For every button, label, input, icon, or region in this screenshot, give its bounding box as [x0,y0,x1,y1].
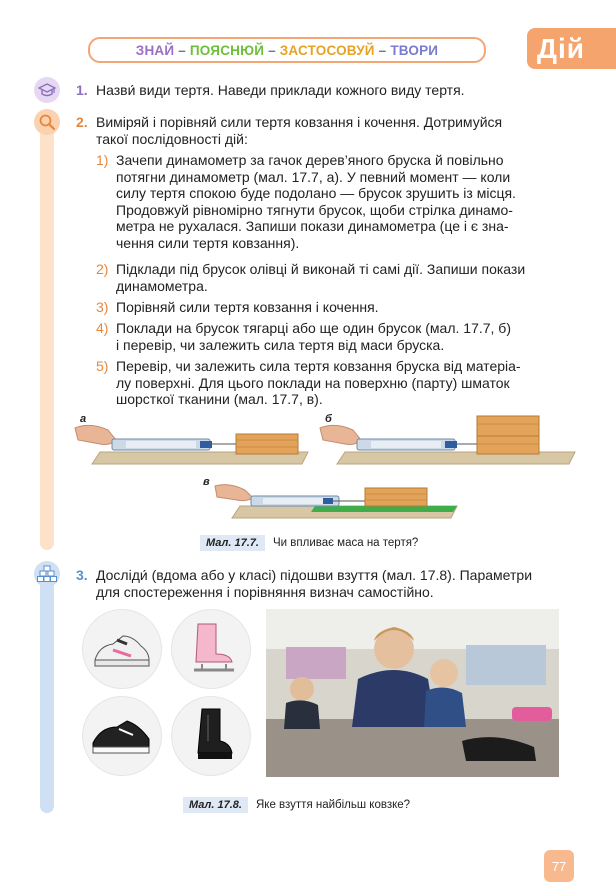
task3-number: 3. [76,567,88,583]
panel-label-a: а [80,413,87,425]
step2-text: Підклади під брусок олівці й виконай ті самі дії. Запиши покази динамометра. [116,261,526,294]
shoe-photo-boot [172,697,250,775]
shoe-photo-canvas [83,697,161,775]
task1-number: 1. [76,82,88,98]
magnifier-icon [34,109,60,135]
shoe-photo-skate [172,610,250,688]
header-know: ЗНАЙ [135,42,175,58]
step2-number: 2) [96,261,109,277]
header-explain: ПОЯСНЮЙ [189,42,265,58]
caption-17-8 [183,797,410,813]
task3-rail [40,575,54,813]
panel-label-b: б [325,413,332,425]
task2-number: 2. [76,114,88,130]
caption-17-7-label: Мал. 17.7. [200,535,265,551]
step4-text: Поклади на брусок тягарці або ще один брусок (мал. 17.7, б) і перевір, чи залежить сила тертя від маси бруска. [116,320,511,353]
illustration-17-7-c [205,480,465,522]
step3-number: 3) [96,299,109,315]
step5-text: Перевір, чи залежить сила тертя ковзання бруска від матеріа- лу поверхні. Для цього поклади на поверхню (парту) шматок шорсткої тканини (мал. 17.7, в). [116,358,521,407]
task1-text: Назви́ види тертя. Наведи приклади кожного виду тертя. [96,82,465,98]
caption-17-8-text: Яке взуття найбільш ковзке? [255,799,411,811]
blocks-icon [34,561,60,587]
step5-number: 5) [96,358,109,374]
act-tab: Дій [527,28,616,69]
task2-rail [40,128,54,550]
caption-17-7-text: Чи впливає маса на тертя? [272,537,419,549]
step1-number: 1) [96,152,109,168]
section-header: ЗНАЙ – ПОЯСНЮЙ – ЗАСТОСОВУЙ – ТВОРИ [88,37,486,63]
header-create: ТВОРИ [390,42,439,58]
step3-text: Порівняй сили тертя ковзання і кочення. [116,299,379,315]
header-apply: ЗАСТОСОВУЙ [279,42,375,58]
caption-17-7 [200,535,418,551]
step4-number: 4) [96,320,109,336]
illustration-17-7-b [315,412,577,470]
panel-label-c: в [203,476,210,488]
step1-text: Зачепи динамометр за гачок дерев’яного бруска й повільно потягни динамометр (мал. 17.7, а). У певний момент — коли силу тертя спокою буде подолано — брусок зрушить із місця. Продовжуй рівномірно тягнути брусок, щоби стрілка динамо- метра не рухалася. Запиши покази динамометра (це і є зна- чення сили тертя ковзання). [116,152,516,251]
classroom-photo [266,609,559,777]
page-number: 77 [544,850,574,882]
shoe-photo-sneaker-pink [83,610,161,688]
caption-17-8-label: Мал. 17.8. [183,797,248,813]
task3-text: Досліди́ (вдома або у класі) підошви взуття (мал. 17.8). Параметри для спостереження і порівняння визнач самостійно. [96,567,533,600]
illustration-17-7-a [70,412,310,470]
graduation-cap-icon [34,77,60,103]
task2-intro: Виміряй і порівняй сили тертя ковзання і кочення. Дотримуйся такої послідовності дій: [96,114,503,147]
